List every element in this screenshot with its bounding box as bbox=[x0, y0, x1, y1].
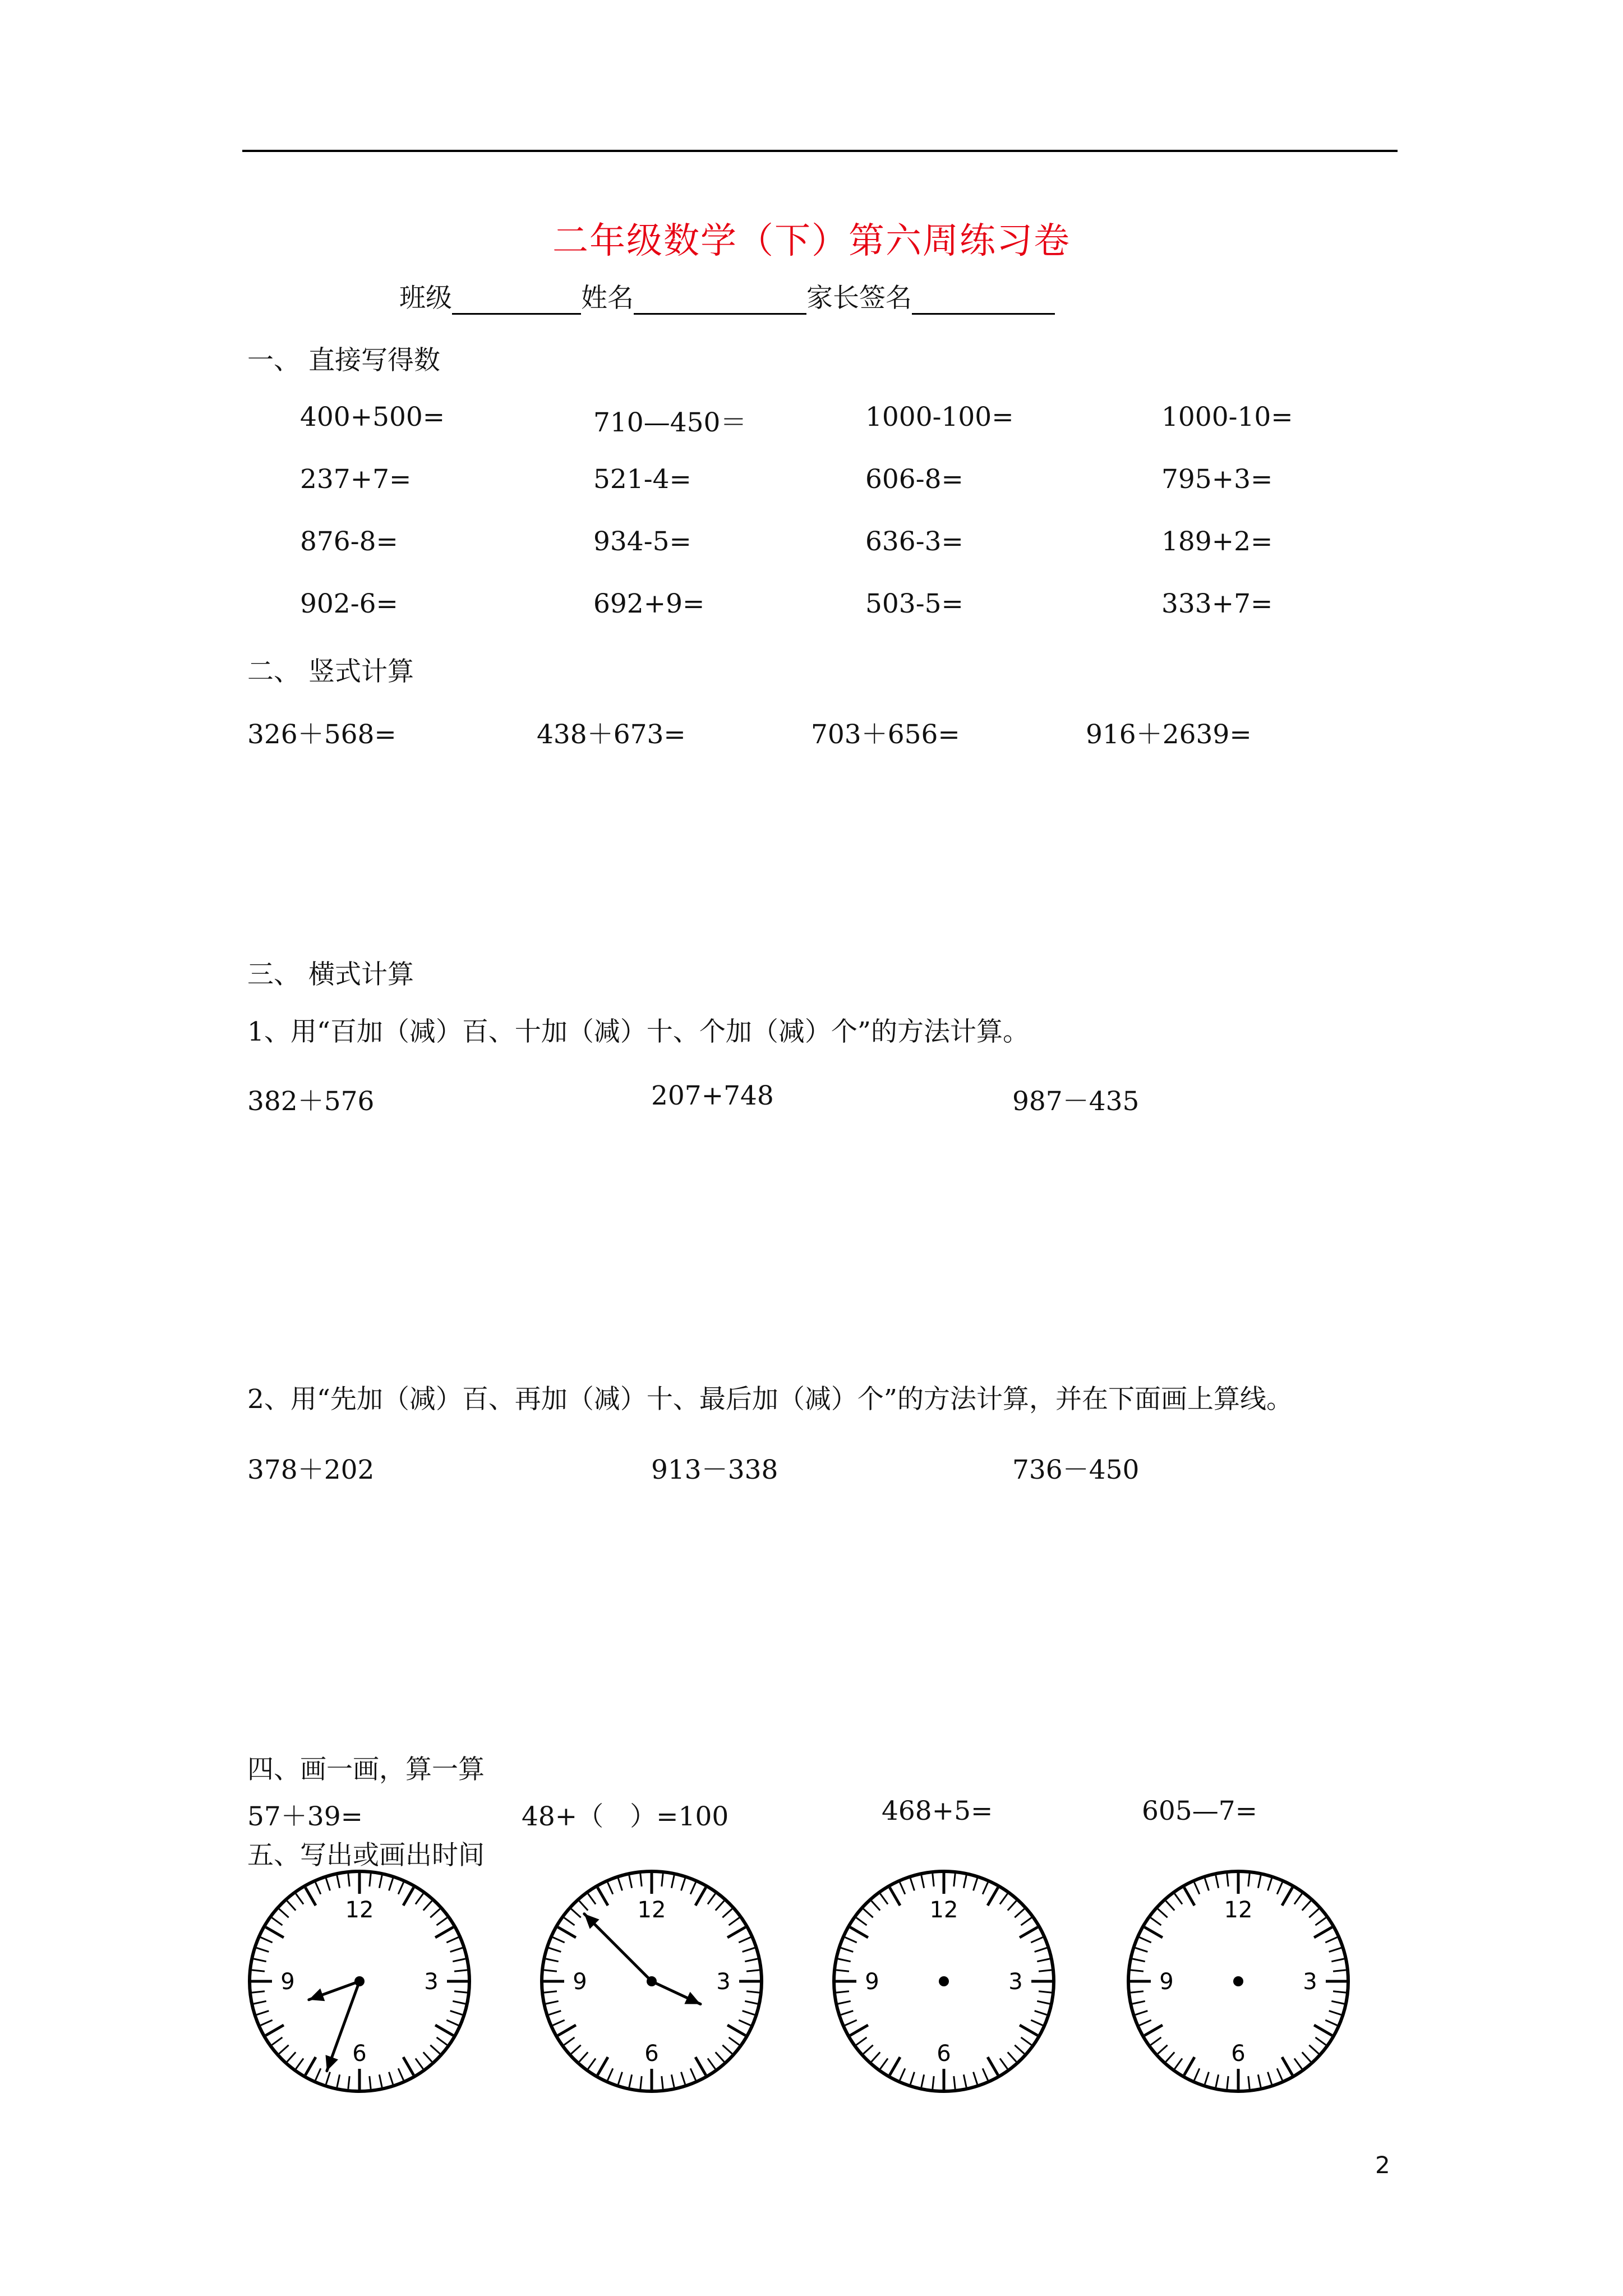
clock-number: 9 bbox=[865, 1969, 879, 1995]
clock-number: 3 bbox=[1008, 1969, 1023, 1995]
page-title: 二年级数学（下）第六周练习卷 bbox=[552, 220, 1071, 262]
clock-face-1 bbox=[245, 1866, 474, 2096]
oral-problem: 710—450＝ bbox=[593, 407, 747, 438]
clock-number: 12 bbox=[345, 1897, 374, 1923]
header-fields bbox=[399, 277, 1055, 315]
clock-face-4[interactable] bbox=[1123, 1866, 1353, 2096]
vertical-calc-problem: 703＋656= bbox=[811, 719, 960, 750]
horizontal-calc-problem: 987－435 bbox=[1012, 1086, 1140, 1117]
header-rule bbox=[242, 150, 1398, 152]
name-label: 姓名 bbox=[581, 283, 634, 314]
horizontal-calc-problem: 736－450 bbox=[1012, 1455, 1140, 1485]
clock-center bbox=[1233, 1976, 1243, 1986]
clock-number: 3 bbox=[1303, 1969, 1317, 1995]
oral-problem: 237+7= bbox=[300, 464, 412, 495]
clock-number: 6 bbox=[644, 2041, 659, 2067]
clock-number: 6 bbox=[937, 2041, 951, 2067]
horizontal-calc-problem: 913－338 bbox=[651, 1455, 778, 1485]
clock-number: 3 bbox=[716, 1969, 731, 1995]
draw-calc-problem: 48+（ ）=100 bbox=[522, 1801, 729, 1832]
section-heading: 二、 竖式计算 bbox=[247, 656, 414, 687]
clock-number: 12 bbox=[929, 1897, 958, 1923]
clock-face-3[interactable] bbox=[829, 1866, 1059, 2096]
clock-number: 9 bbox=[1159, 1969, 1174, 1995]
vertical-calc-problem: 438＋673= bbox=[537, 719, 686, 750]
class-blank[interactable] bbox=[452, 284, 581, 315]
oral-problem: 333+7= bbox=[1161, 588, 1273, 619]
clock-face-2 bbox=[537, 1866, 767, 2096]
oral-problem: 876-8= bbox=[300, 526, 398, 557]
draw-calc-problem: 468+5= bbox=[882, 1796, 993, 1826]
parent-signature-blank[interactable] bbox=[912, 284, 1055, 315]
oral-problem: 400+500= bbox=[300, 402, 445, 432]
vertical-calc-problem: 916＋2639= bbox=[1086, 719, 1252, 750]
horizontal-calc-problem: 207+748 bbox=[651, 1080, 774, 1111]
clock-number: 6 bbox=[1231, 2041, 1246, 2067]
clock-number: 9 bbox=[573, 1969, 587, 1995]
clock-center bbox=[647, 1976, 657, 1986]
clock-number: 3 bbox=[424, 1969, 439, 1995]
question-text: 2、用“先加（减）百、再加（减）十、最后加（减）个”的方法计算，并在下面画上算线。 bbox=[247, 1384, 1293, 1415]
vertical-calc-problem: 326＋568= bbox=[247, 719, 396, 750]
class-label: 班级 bbox=[399, 283, 452, 314]
clock-center bbox=[939, 1976, 949, 1986]
parent-signature-label: 家长签名 bbox=[806, 283, 912, 314]
section-heading: 三、 横式计算 bbox=[247, 959, 414, 990]
horizontal-calc-problem: 378＋202 bbox=[247, 1455, 375, 1485]
oral-problem: 902-6= bbox=[300, 588, 398, 619]
name-blank[interactable] bbox=[634, 284, 806, 315]
oral-problem: 189+2= bbox=[1161, 526, 1273, 557]
clock-center bbox=[354, 1976, 365, 1986]
clock-number: 12 bbox=[1224, 1897, 1253, 1923]
oral-problem: 1000-100= bbox=[865, 402, 1014, 432]
draw-calc-problem: 57＋39= bbox=[247, 1801, 363, 1832]
clock-number: 6 bbox=[352, 2041, 367, 2067]
clock-number: 12 bbox=[637, 1897, 666, 1923]
draw-calc-problem: 605—7= bbox=[1142, 1796, 1257, 1826]
section-heading: 五、写出或画出时间 bbox=[247, 1840, 485, 1871]
oral-problem: 934-5= bbox=[593, 526, 691, 557]
question-text: 1、用“百加（减）百、十加（减）十、个加（减）个”的方法计算。 bbox=[247, 1016, 1029, 1047]
page-number: 2 bbox=[1375, 2151, 1390, 2179]
oral-problem: 795+3= bbox=[1161, 464, 1273, 495]
oral-problem: 1000-10= bbox=[1161, 402, 1293, 432]
horizontal-calc-problem: 382＋576 bbox=[247, 1086, 375, 1117]
oral-problem: 503-5= bbox=[865, 588, 963, 619]
oral-problem: 692+9= bbox=[593, 588, 705, 619]
oral-problem: 636-3= bbox=[865, 526, 963, 557]
clock-number: 9 bbox=[280, 1969, 295, 1995]
oral-problem: 521-4= bbox=[593, 464, 691, 495]
section-heading: 一、 直接写得数 bbox=[247, 345, 440, 376]
oral-problem: 606-8= bbox=[865, 464, 963, 495]
section-heading: 四、画一画，算一算 bbox=[247, 1754, 485, 1785]
